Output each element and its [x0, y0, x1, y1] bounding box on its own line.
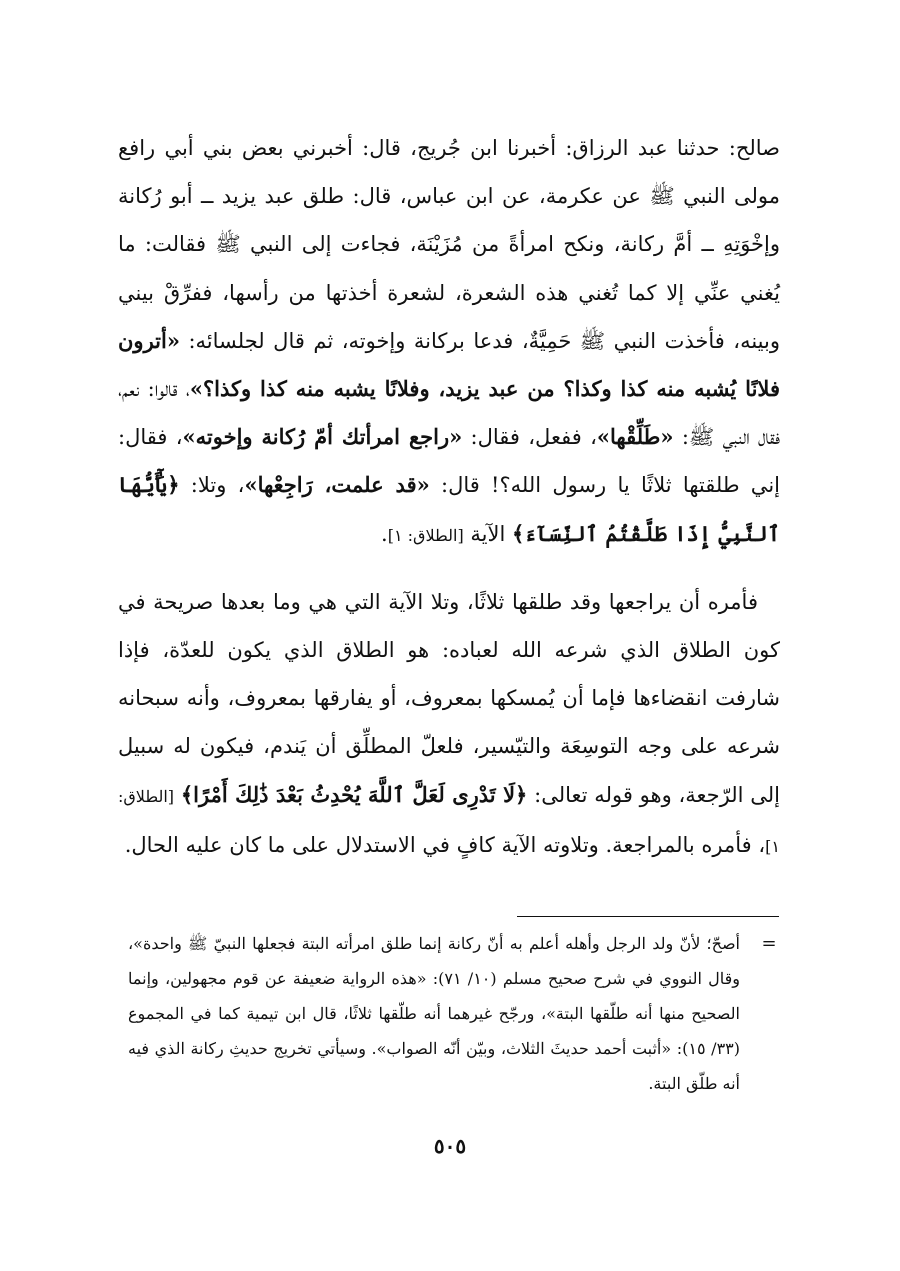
- main-text: [118, 124, 780, 871]
- bold-quote: «راجع امرأتك أمّ رُكانة وإخوته»: [182, 424, 463, 450]
- text-span: ، فقال: إني طلقتها ثلاثًا يا رسول الله؟! قال:: [118, 425, 780, 498]
- text-span: ، قالوا: نعم، فقال النبي ﷺ:: [118, 377, 781, 450]
- quran-verse: ﴿لَا تَدْرِى لَعَلَّ ٱللَّهَ يُحْدِثُ بَعْدَ ذَٰلِكَ أَمْرًا﴾: [180, 781, 528, 807]
- text-span: فأمره أن يراجعها وقد طلقها ثلاثًا، وتلا الآية التي هي وما بعدها صريحة في كون الطلاق الذي شرعه الله لعباده: هو الطلاق الذي يكون للعدّة، فإذا شارفت انقضاءها فإما أن يُمسكها بمعروف، أو يفارقها بمعروف، وأنه سبحانه شرعه على وجه التوسِعَة والتيّسير، فلعلّ المطلِّق أن يَندم، فيكون له سبيل إلى الرّجعة، وهو قوله تعالى:: [118, 589, 780, 807]
- page-number: ٥٠٥: [433, 1134, 467, 1158]
- bold-quote: «قد علمت، رَاجِعْها»: [244, 472, 430, 498]
- text-span: صالح: حدثنا عبد الرزاق: أخبرنا ابن جُريج، قال: أخبرني بعض بني أبي رافع مولى النبي ﷺ عن عكرمة، عن ابن عباس، قال: طلق عبد يزيد ــ أبو رُكانة وإخْوَتِهِ ــ أمَّ ركانة، ونكح امرأةً من مُزَيْنَة، فجاءت إلى النبي ﷺ فقالت: ما يُغني عنِّي إلا كما تُغني هذه الشعرة، لشعرة أخذتها من رأسها، ففرِّقْ بيني وبينه، فأخذت النبي ﷺ حَمِيَّةٌ، فدعا بركانة وإخوته، ثم قال لجلسائه:: [118, 136, 780, 353]
- text-span: .: [381, 521, 388, 546]
- verse-reference: [الطلاق: ١]: [387, 525, 464, 545]
- text-span: الآية: [463, 521, 512, 546]
- footnote-separator: [517, 916, 779, 917]
- text-span: [174, 783, 181, 807]
- paragraph-hadith: [118, 124, 780, 560]
- bold-quote: «طَلِّقْها»: [596, 424, 674, 450]
- verse-reference: [الطلاق: ١]: [118, 786, 780, 856]
- text-span: ، فأمره بالمراجعة. وتلاوته الآية كافٍ في الاستدلال على ما كان عليه الحال.: [124, 832, 766, 857]
- text-span: ، ففعل، فقال:: [462, 425, 597, 450]
- bold-quote: «أترون فلانًا يُشبه منه كذا وكذا؟ من عبد يزيد، وفلانًا يشبه منه كذا وكذا؟»: [118, 327, 780, 402]
- footnote-continuation-mark: =: [761, 933, 777, 954]
- text-span: ، وتلا:: [179, 473, 245, 498]
- footnote-text: أصحّ؛ لأنّ ولد الرجل وأهله أعلم به أنّ ركانة إنما طلق امرأته البتة فجعلها النبيّ ﷺ واحدة»، وقال النووي في شرح صحيح مسلم (١٠/ ٧١): «هذه الرواية ضعيفة عن قوم مجهولين، وإنما الصحيح منها أنه طلّقها البتة»، ورجّح غيرهما أنه طلّقها ثلاثًا، قال ابن تيمية كما في المجموع (٣٣/ ١٥): «أثبت أحمد حديثَ الثلاث، وبيّن أنّه الصواب». وسيأتي تخريج حديثِ ركانة الذي فيه أنه طلّق البتة.: [128, 934, 741, 1093]
- quran-verse: ﴿يَٰٓأَيُّهَا ٱلنَّبِيُّ إِذَا طَلَّقْتُمُ ٱلنِّسَآءَ﴾: [118, 472, 780, 546]
- paragraph-commentary: [118, 578, 780, 871]
